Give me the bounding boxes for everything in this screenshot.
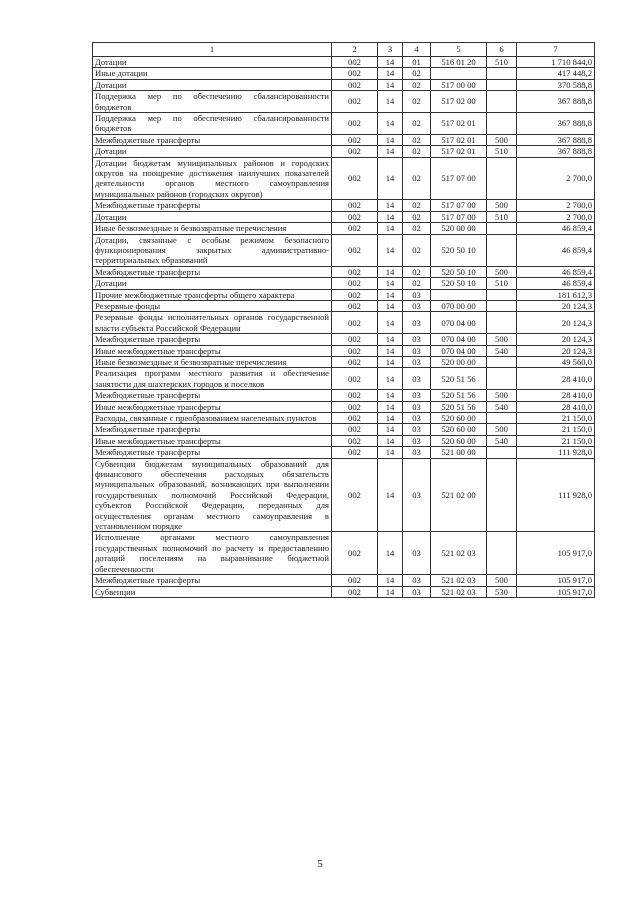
table-row [93,134,595,145]
expense-type-code: 540 [487,435,517,446]
expense-type-code: 500 [487,266,517,277]
expense-type-code: 510 [487,146,517,157]
target-article-code: 517 07 00 [431,200,487,211]
column-header: 5 [431,43,487,57]
section-code: 14 [378,289,403,300]
table-row [93,424,595,435]
ministry-code: 002 [332,356,378,367]
amount: 367 888,8 [517,134,595,145]
subsection-code: 02 [403,79,431,90]
amount: 105 917,0 [517,532,595,575]
row-name: Дотации бюджетам муниципальных районов и городских округов на поощрение достижения наилучших показателей деятельности органов местного самоуправления муниципальных районов (городских округов) [93,157,332,200]
row-name: Иные дотации [93,68,332,79]
column-header: 3 [378,43,403,57]
table-row [93,278,595,289]
amount: 367 888,8 [517,91,595,113]
target-article-code: 520 51 56 [431,390,487,401]
table-row [93,79,595,90]
table-row [93,413,595,424]
table-row [93,312,595,334]
ministry-code: 002 [332,413,378,424]
amount: 28 410,0 [517,368,595,390]
ministry-code: 002 [332,278,378,289]
target-article-code: 516 01 20 [431,57,487,68]
amount: 111 928,0 [517,447,595,458]
subsection-code: 02 [403,91,431,113]
subsection-code: 01 [403,57,431,68]
section-code: 14 [378,435,403,446]
row-name: Прочие межбюджетные трансферты общего характера [93,289,332,300]
subsection-code: 03 [403,289,431,300]
expense-type-code [487,234,517,266]
target-article-code [431,289,487,300]
target-article-code: 521 02 00 [431,458,487,532]
expense-type-code [487,413,517,424]
subsection-code: 02 [403,234,431,266]
section-code: 14 [378,146,403,157]
target-article-code: 070 04 00 [431,345,487,356]
ministry-code: 002 [332,345,378,356]
table-row [93,57,595,68]
expense-type-code [487,223,517,234]
row-name: Поддержка мер по обеспечению сбалансированности бюджетов [93,113,332,135]
subsection-code: 02 [403,223,431,234]
target-article-code: 070 04 00 [431,334,487,345]
ministry-code: 002 [332,146,378,157]
table-row [93,575,595,586]
subsection-code: 02 [403,146,431,157]
table-row [93,390,595,401]
expense-type-code: 540 [487,401,517,412]
subsection-code: 03 [403,368,431,390]
section-code: 14 [378,312,403,334]
section-code: 14 [378,356,403,367]
column-header: 1 [93,43,332,57]
row-name: Исполнение органами местного самоуправления государственных полномочий по расчету и предоставлению дотаций поселениям на выравнивание бюджетной обеспеченности [93,532,332,575]
target-article-code: 520 50 10 [431,278,487,289]
subsection-code: 03 [403,458,431,532]
subsection-code: 02 [403,157,431,200]
subsection-code: 02 [403,68,431,79]
table-row [93,113,595,135]
amount: 46 859,4 [517,266,595,277]
ministry-code: 002 [332,458,378,532]
ministry-code: 002 [332,266,378,277]
row-name: Дотации [93,278,332,289]
table-row [93,368,595,390]
subsection-code: 02 [403,113,431,135]
table-row [93,435,595,446]
subsection-code: 03 [403,390,431,401]
ministry-code: 002 [332,157,378,200]
section-code: 14 [378,91,403,113]
section-code: 14 [378,157,403,200]
ministry-code: 002 [332,312,378,334]
subsection-code: 03 [403,447,431,458]
subsection-code: 02 [403,134,431,145]
row-name: Поддержка мер по обеспечению сбалансированности бюджетов [93,91,332,113]
section-code: 14 [378,334,403,345]
expense-type-code [487,447,517,458]
ministry-code: 002 [332,289,378,300]
ministry-code: 002 [332,586,378,597]
row-name: Иные безвозмездные и безвозвратные перечисления [93,223,332,234]
ministry-code: 002 [332,532,378,575]
ministry-code: 002 [332,79,378,90]
target-article-code: 517 02 00 [431,91,487,113]
row-name: Межбюджетные трансферты [93,575,332,586]
row-name: Субвенции бюджетам муниципальных образований для финансового обеспечения расходных обязательств муниципальных образований, возникающих при выполнении государственных полномочий Российской Федерации, субъектов Российской Федерации, переданных для осуществления органам местного самоуправления в установленном порядке [93,458,332,532]
target-article-code: 520 51 56 [431,368,487,390]
amount: 367 888,8 [517,113,595,135]
amount: 46 859,4 [517,223,595,234]
target-article-code: 520 60 00 [431,424,487,435]
section-code: 14 [378,266,403,277]
subsection-code: 03 [403,345,431,356]
expense-type-code [487,91,517,113]
section-code: 14 [378,575,403,586]
target-article-code: 517 02 01 [431,146,487,157]
page-number: 5 [317,858,323,870]
row-name: Межбюджетные трансферты [93,447,332,458]
expense-type-code: 510 [487,211,517,222]
ministry-code: 002 [332,368,378,390]
table-row [93,234,595,266]
subsection-code: 02 [403,266,431,277]
amount: 20 124,3 [517,312,595,334]
expense-type-code: 500 [487,424,517,435]
target-article-code: 517 07 00 [431,157,487,200]
subsection-code: 03 [403,312,431,334]
amount: 21 150,0 [517,424,595,435]
subsection-code: 03 [403,300,431,311]
ministry-code: 002 [332,334,378,345]
subsection-code: 03 [403,586,431,597]
row-name: Межбюджетные трансферты [93,390,332,401]
amount: 2 700,0 [517,200,595,211]
section-code: 14 [378,234,403,266]
table-row [93,211,595,222]
amount: 417 448,2 [517,68,595,79]
section-code: 14 [378,134,403,145]
subsection-code: 02 [403,278,431,289]
table-row [93,289,595,300]
target-article-code: 521 02 03 [431,532,487,575]
section-code: 14 [378,424,403,435]
column-header: 4 [403,43,431,57]
target-article-code: 521 00 00 [431,447,487,458]
target-article-code: 520 00 00 [431,356,487,367]
amount: 28 410,0 [517,401,595,412]
expense-type-code [487,368,517,390]
section-code: 14 [378,413,403,424]
document-page [92,42,594,598]
row-name: Расходы, связанные с преобразованием населенных пунктов [93,413,332,424]
ministry-code: 002 [332,435,378,446]
ministry-code: 002 [332,91,378,113]
amount: 181 612,3 [517,289,595,300]
ministry-code: 002 [332,223,378,234]
table-row [93,401,595,412]
section-code: 14 [378,401,403,412]
row-name: Дотации, связанные с особым режимом безопасного функционирования закрытых административно-территориальных образований [93,234,332,266]
section-code: 14 [378,68,403,79]
ministry-code: 002 [332,424,378,435]
amount: 20 124,3 [517,300,595,311]
ministry-code: 002 [332,390,378,401]
table-row [93,200,595,211]
expense-type-code: 500 [487,575,517,586]
ministry-code: 002 [332,401,378,412]
amount: 367 888,8 [517,146,595,157]
column-header: 2 [332,43,378,57]
expense-type-code [487,312,517,334]
section-code: 14 [378,79,403,90]
table-row [93,586,595,597]
expense-type-code: 500 [487,334,517,345]
subsection-code: 03 [403,413,431,424]
ministry-code: 002 [332,57,378,68]
target-article-code: 517 00 00 [431,79,487,90]
table-row [93,68,595,79]
expense-type-code [487,300,517,311]
table-row [93,157,595,200]
target-article-code: 520 50 10 [431,266,487,277]
amount: 111 928,0 [517,458,595,532]
target-article-code: 517 07 00 [431,211,487,222]
expense-type-code: 500 [487,200,517,211]
row-name: Иные межбюджетные трансферты [93,435,332,446]
subsection-code: 03 [403,532,431,575]
budget-table [92,42,595,598]
target-article-code: 517 02 01 [431,113,487,135]
target-article-code: 521 02 03 [431,586,487,597]
amount: 20 124,3 [517,345,595,356]
amount: 21 150,0 [517,435,595,446]
ministry-code: 002 [332,575,378,586]
expense-type-code [487,68,517,79]
column-header: 6 [487,43,517,57]
section-code: 14 [378,223,403,234]
subsection-code: 03 [403,401,431,412]
table-row [93,345,595,356]
amount: 1 710 844,0 [517,57,595,68]
section-code: 14 [378,345,403,356]
amount: 105 917,0 [517,575,595,586]
section-code: 14 [378,57,403,68]
ministry-code: 002 [332,211,378,222]
expense-type-code: 500 [487,390,517,401]
subsection-code: 03 [403,334,431,345]
table-row [93,266,595,277]
target-article-code [431,68,487,79]
subsection-code: 03 [403,356,431,367]
row-name: Дотации [93,211,332,222]
subsection-code: 03 [403,575,431,586]
amount: 46 859,4 [517,278,595,289]
target-article-code: 520 50 10 [431,234,487,266]
row-name: Дотации [93,79,332,90]
expense-type-code: 500 [487,134,517,145]
column-header: 7 [517,43,595,57]
expense-type-code: 530 [487,586,517,597]
row-name: Резервные фонды исполнительных органов государственной власти субъекта Российской Федерации [93,312,332,334]
section-code: 14 [378,211,403,222]
section-code: 14 [378,300,403,311]
target-article-code: 070 04 00 [431,312,487,334]
amount: 21 150,0 [517,413,595,424]
amount: 2 700,0 [517,157,595,200]
table-row [93,91,595,113]
table-row [93,532,595,575]
section-code: 14 [378,390,403,401]
expense-type-code [487,458,517,532]
table-row [93,356,595,367]
target-article-code: 521 02 03 [431,575,487,586]
table-row [93,146,595,157]
row-name: Реализация программ местного развития и обеспечение занятости для шахтерских городов и поселков [93,368,332,390]
expense-type-code [487,157,517,200]
amount: 2 700,0 [517,211,595,222]
ministry-code: 002 [332,68,378,79]
expense-type-code: 510 [487,57,517,68]
target-article-code: 520 00 00 [431,223,487,234]
target-article-code: 520 60 00 [431,413,487,424]
expense-type-code [487,79,517,90]
table-row [93,223,595,234]
amount: 370 588,8 [517,79,595,90]
section-code: 14 [378,278,403,289]
target-article-code: 520 51 56 [431,401,487,412]
expense-type-code: 510 [487,278,517,289]
table-row [93,447,595,458]
ministry-code: 002 [332,134,378,145]
amount: 105 917,0 [517,586,595,597]
section-code: 14 [378,447,403,458]
row-name: Иные межбюджетные трансферты [93,345,332,356]
row-name: Межбюджетные трансферты [93,200,332,211]
row-name: Субвенции [93,586,332,597]
row-name: Дотации [93,146,332,157]
row-name: Иные безвозмездные и безвозвратные перечисления [93,356,332,367]
section-code: 14 [378,200,403,211]
ministry-code: 002 [332,300,378,311]
table-row [93,458,595,532]
subsection-code: 02 [403,200,431,211]
expense-type-code [487,356,517,367]
row-name: Межбюджетные трансферты [93,134,332,145]
ministry-code: 002 [332,447,378,458]
expense-type-code [487,532,517,575]
expense-type-code [487,289,517,300]
section-code: 14 [378,532,403,575]
target-article-code: 520 60 00 [431,435,487,446]
amount: 28 410,0 [517,390,595,401]
section-code: 14 [378,368,403,390]
table-row [93,300,595,311]
subsection-code: 02 [403,211,431,222]
section-code: 14 [378,113,403,135]
row-name: Межбюджетные трансферты [93,424,332,435]
target-article-code: 070 00 00 [431,300,487,311]
row-name: Дотации [93,57,332,68]
table-row [93,334,595,345]
subsection-code: 03 [403,435,431,446]
row-name: Межбюджетные трансферты [93,266,332,277]
row-name: Резервные фонды [93,300,332,311]
expense-type-code: 540 [487,345,517,356]
ministry-code: 002 [332,200,378,211]
section-code: 14 [378,586,403,597]
subsection-code: 03 [403,424,431,435]
ministry-code: 002 [332,113,378,135]
expense-type-code [487,113,517,135]
amount: 20 124,3 [517,334,595,345]
amount: 46 859,4 [517,234,595,266]
table-header-row [93,43,595,57]
amount: 49 560,0 [517,356,595,367]
ministry-code: 002 [332,234,378,266]
row-name: Межбюджетные трансферты [93,334,332,345]
target-article-code: 517 02 01 [431,134,487,145]
row-name: Иные межбюджетные трансферты [93,401,332,412]
section-code: 14 [378,458,403,532]
